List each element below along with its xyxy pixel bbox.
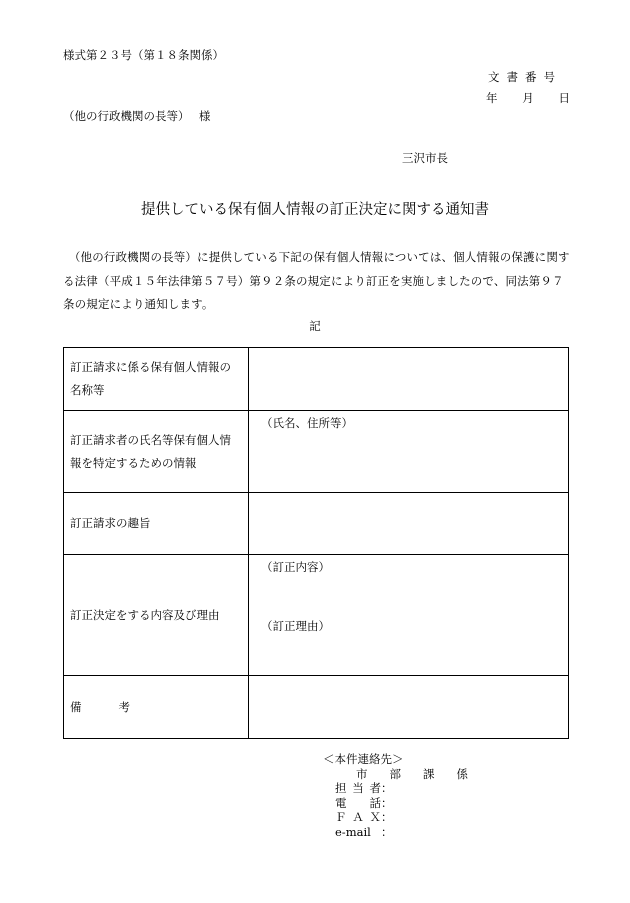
day-label: 日 — [558, 91, 570, 105]
table-row — [64, 555, 569, 676]
row-value-cell[interactable] — [249, 555, 569, 676]
row-note-secondary: （訂正理由） — [261, 619, 330, 633]
phone-label: 電話 — [335, 795, 381, 810]
email-label: e-mail — [335, 824, 371, 839]
sender: 三沢市長 — [402, 151, 448, 165]
row-value-cell[interactable] — [249, 411, 569, 493]
remarks-char: 備 — [70, 699, 82, 714]
fax-label: ＦＡＸ — [335, 810, 381, 824]
colon: ： — [381, 810, 393, 824]
form-number: 様式第２３号（第１８条関係） — [63, 48, 224, 62]
remarks-char: 考 — [118, 699, 130, 714]
contact-person — [323, 781, 468, 796]
document-title: 提供している保有個人情報の訂正決定に関する通知書 — [141, 202, 489, 218]
notice-table — [63, 347, 569, 739]
row-label: 訂正請求者の氏名等保有個人情報を特定するための情報 — [64, 411, 249, 493]
dept-char: 市 — [356, 766, 368, 781]
dept-char: 係 — [456, 766, 468, 781]
row-label: 訂正決定をする内容及び理由 — [64, 555, 249, 676]
addressee: （他の行政機関の長等） 様 — [63, 109, 211, 123]
body-text: （他の行政機関の長等）に提供している下記の保有個人情報については、個人情報の保護に関する法律（平成１５年法律第５７号）第９２条の規定により訂正を実施しましたので、同法第９７条の規定により通知します。 — [63, 250, 570, 311]
dept-char: 部 — [389, 766, 401, 781]
table-row — [64, 493, 569, 555]
contact-block — [323, 752, 468, 839]
colon: ： — [381, 824, 393, 839]
table-row — [64, 348, 569, 411]
contact-department — [323, 767, 468, 782]
contact-email — [323, 825, 468, 840]
contact-heading: ＜本件連絡先＞ — [323, 752, 404, 766]
contact-phone — [323, 796, 468, 811]
document-number-label: 文書番号 — [488, 70, 562, 84]
row-label — [64, 676, 249, 739]
dept-char: 課 — [423, 766, 435, 781]
person-label: 担当者 — [335, 781, 381, 795]
row-note: （訂正内容） — [261, 560, 330, 574]
colon: ： — [381, 795, 393, 810]
row-value-cell[interactable] — [249, 348, 569, 411]
row-label: 訂正請求に係る保有個人情報の名称等 — [64, 348, 249, 411]
row-value-cell[interactable] — [249, 676, 569, 739]
table-row — [64, 676, 569, 739]
month-label: 月 — [522, 91, 534, 105]
row-label: 訂正請求の趣旨 — [64, 493, 249, 555]
year-label: 年 — [486, 91, 498, 105]
colon: ： — [381, 781, 393, 795]
contact-fax — [323, 810, 468, 825]
department-line — [356, 767, 468, 782]
row-note: （氏名、住所等） — [261, 416, 353, 430]
table-row — [64, 411, 569, 493]
remarks-label — [70, 696, 130, 719]
ki-marker: 記 — [309, 319, 321, 333]
body-paragraph — [63, 246, 571, 317]
row-value-cell[interactable] — [249, 493, 569, 555]
date-line — [486, 92, 570, 106]
